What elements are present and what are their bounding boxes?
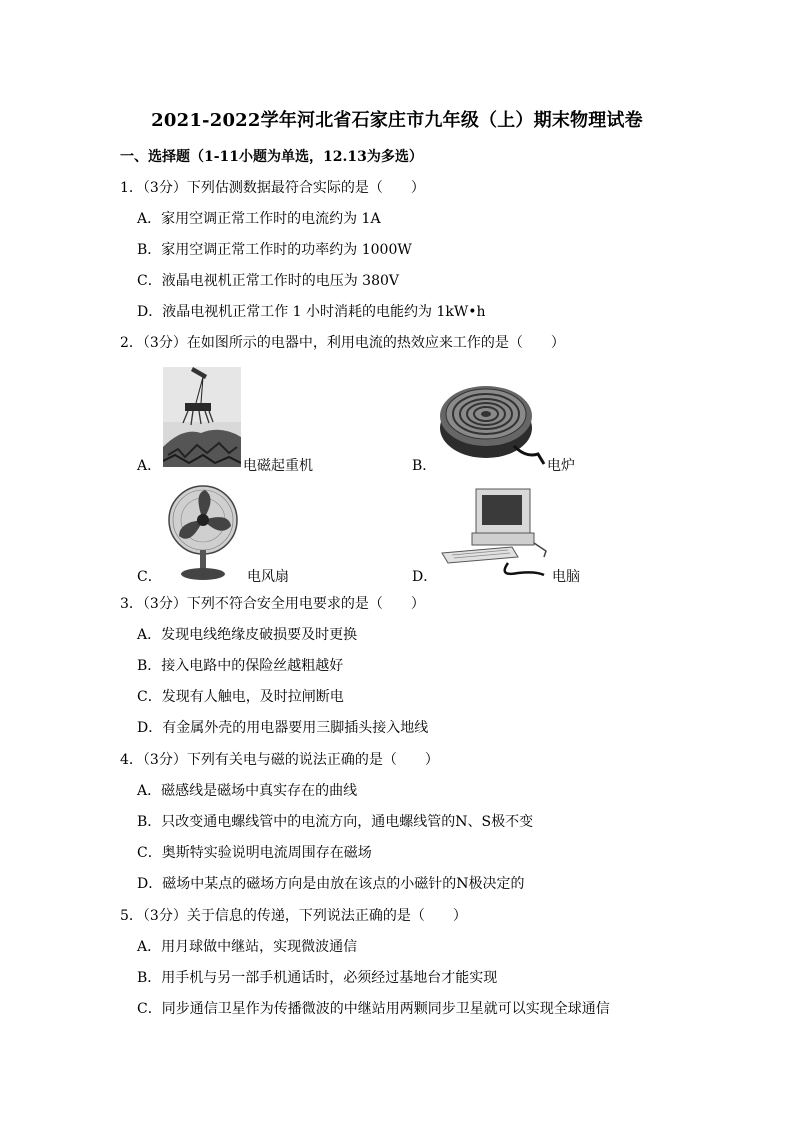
section-heading: 一、选择题（1-11小题为单选，12.13为多选）	[120, 149, 423, 165]
question-1-option-b: B．家用空调正常工作时的功率约为 1000W	[137, 242, 412, 258]
question-2-option-c-letter: C．	[137, 569, 162, 585]
question-5-stem: 5．（3分）关于信息的传递，下列说法正确的是（ ）	[120, 908, 467, 924]
question-3-stem: 3．（3分）下列不符合安全用电要求的是（ ）	[120, 596, 425, 612]
question-2-option-a-letter: A．	[137, 458, 162, 474]
question-2-option-c-label: 电风扇	[247, 569, 289, 585]
question-2-option-b-letter: B．	[412, 458, 437, 474]
question-3-option-d: D．有金属外壳的用电器要用三脚插头接入地线	[137, 720, 429, 736]
question-5-option-c: C．同步通信卫星作为传播微波的中继站用两颗同步卫星就可以实现全球通信	[137, 1001, 610, 1017]
question-4-option-a: A．磁感线是磁场中真实存在的曲线	[137, 783, 358, 799]
question-3-option-c: C．发现有人触电，及时拉闸断电	[137, 689, 344, 705]
question-3-option-b: B．接入电路中的保险丝越粗越好	[137, 658, 344, 674]
crane-photo-icon	[163, 367, 241, 467]
question-5-option-b: B．用手机与另一部手机通话时，必须经过基地台才能实现	[137, 970, 498, 986]
question-3-option-a: A．发现电线绝缘皮破损要及时更换	[137, 627, 358, 643]
question-2-stem: 2．（3分）在如图所示的电器中，利用电流的热效应来工作的是（ ）	[120, 335, 565, 351]
question-2-option-d-letter: D．	[412, 569, 438, 585]
computer-photo-icon	[440, 487, 550, 579]
question-2-option-a-label: 电磁起重机	[243, 458, 313, 474]
question-4-stem: 4．（3分）下列有关电与磁的说法正确的是（ ）	[120, 752, 439, 768]
question-5-option-a: A．用月球做中继站，实现微波通信	[137, 939, 358, 955]
question-2-option-d-label: 电脑	[552, 569, 580, 585]
exam-title: 2021-2022学年河北省石家庄市九年级（上）期末物理试卷	[151, 110, 643, 131]
hotplate-photo-icon	[436, 378, 546, 468]
question-4-option-d: D．磁场中某点的磁场方向是由放在该点的小磁针的N极决定的	[137, 876, 525, 892]
question-4-option-c: C．奥斯特实验说明电流周围存在磁场	[137, 845, 372, 861]
question-1-option-d: D．液晶电视机正常工作 1 小时消耗的电能约为 1kW•h	[137, 304, 486, 320]
question-4-option-b: B．只改变通电螺线管中的电流方向，通电螺线管的N、S极不变	[137, 814, 534, 830]
fan-photo-icon	[163, 484, 241, 582]
question-2-option-b-label: 电炉	[547, 458, 575, 474]
question-1-option-c: C．液晶电视机正常工作时的电压为 380V	[137, 273, 399, 289]
question-1-stem: 1．（3分）下列估测数据最符合实际的是（ ）	[120, 180, 425, 196]
question-1-option-a: A．家用空调正常工作时的电流约为 1A	[137, 211, 381, 227]
